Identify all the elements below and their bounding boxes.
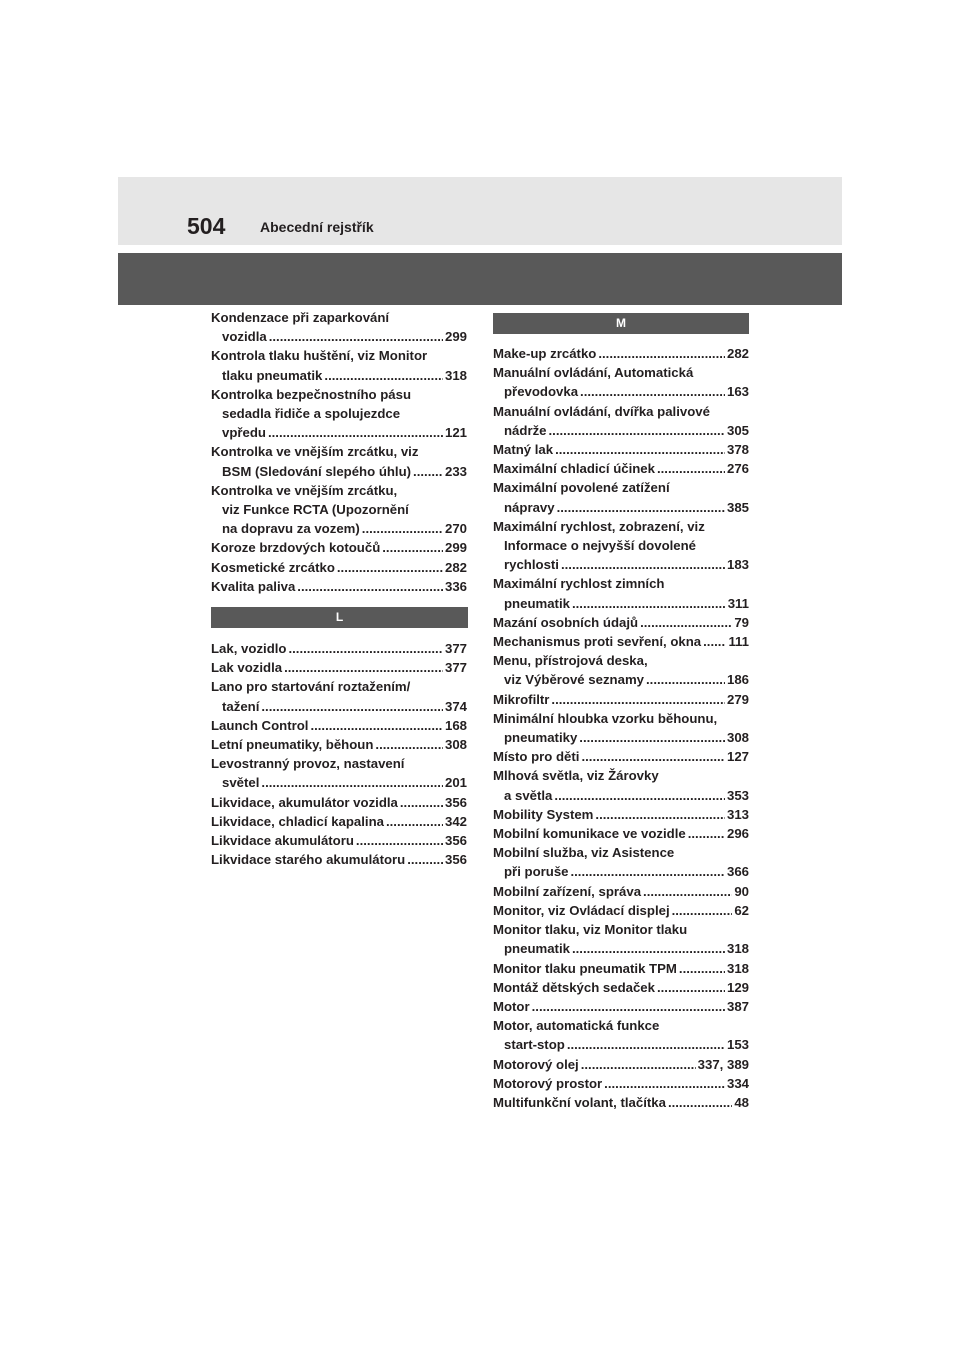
page-reference: 337, 389 <box>697 1056 749 1072</box>
index-entry <box>211 481 467 539</box>
dot-leader <box>356 831 443 850</box>
index-entry <box>493 690 749 709</box>
page-reference: 356 <box>444 852 467 868</box>
section-letter-m: M <box>493 313 749 334</box>
page-reference: 127 <box>726 749 749 765</box>
index-entry <box>493 402 749 440</box>
dot-leader <box>288 639 443 658</box>
dot-leader <box>679 959 725 978</box>
index-entry <box>211 558 467 577</box>
entry-text: Maximální povolené zatížení <box>493 480 670 496</box>
index-entry <box>493 959 749 978</box>
page-reference: 201 <box>444 775 467 791</box>
index-entry <box>493 1016 749 1054</box>
entry-text: pneumatiky <box>504 730 578 746</box>
index-entry <box>493 1093 749 1112</box>
entry-text: Kondenzace při zaparkování <box>211 310 390 325</box>
page-reference: 336 <box>444 578 467 594</box>
dot-leader <box>581 1055 696 1074</box>
entry-text: start-stop <box>504 1037 565 1053</box>
index-entry <box>493 1055 749 1074</box>
entry-text: Likvidace akumulátoru <box>211 833 354 849</box>
entry-text: Kvalita paliva <box>211 578 296 594</box>
entry-text: Letní pneumatiky, běhoun <box>211 737 374 753</box>
dot-leader <box>310 716 443 735</box>
entry-text: Maximální rychlost zimních <box>493 576 665 592</box>
dot-leader <box>400 793 443 812</box>
dot-leader <box>261 697 443 716</box>
header-dark-band <box>118 253 842 305</box>
page-reference: 299 <box>444 329 467 345</box>
entry-text: světel <box>222 775 260 791</box>
page-reference: 121 <box>444 425 467 441</box>
header-band <box>118 177 842 245</box>
entry-text: tažení <box>222 698 260 714</box>
dot-leader <box>375 735 443 754</box>
dot-leader <box>362 519 443 538</box>
index-column-left-l <box>211 639 467 869</box>
dot-leader <box>570 862 725 881</box>
dot-leader <box>297 577 443 596</box>
dot-leader <box>261 773 443 792</box>
index-entry <box>493 805 749 824</box>
entry-text: Matný lak <box>493 442 554 458</box>
entry-text: Manuální ovládání, Automatická <box>493 365 694 381</box>
page-reference: 62 <box>734 902 749 918</box>
index-entry <box>493 920 749 958</box>
entry-text: Montáž dětských sedaček <box>493 979 655 995</box>
entry-text: Menu, přístrojová deska, <box>493 653 648 669</box>
index-entry <box>493 997 749 1016</box>
index-entry <box>211 577 467 596</box>
entry-text: Maximální rychlost, zobrazení, viz <box>493 518 705 534</box>
page-reference: 356 <box>444 833 467 849</box>
index-entry <box>493 747 749 766</box>
index-entry <box>493 1074 749 1093</box>
entry-text: viz Výběrové seznamy <box>504 672 645 688</box>
page-reference: 48 <box>734 1094 749 1110</box>
dot-leader <box>657 978 725 997</box>
page-reference: 385 <box>726 499 749 515</box>
page-reference: 282 <box>726 346 749 361</box>
entry-text: Launch Control <box>211 717 309 733</box>
entry-text: Mobility System <box>493 806 594 822</box>
dot-leader <box>269 327 443 346</box>
page-reference: 334 <box>726 1075 749 1091</box>
dot-leader <box>407 850 443 869</box>
entry-text: Make-up zrcátko <box>493 346 597 361</box>
section-letter-l: L <box>211 607 468 628</box>
dot-leader <box>643 882 732 901</box>
index-entry <box>493 766 749 804</box>
entry-text: tlaku pneumatik <box>222 367 323 383</box>
page-reference: 377 <box>444 641 467 656</box>
page-reference: 79 <box>734 614 749 630</box>
entry-text: BSM (Sledování slepého úhlu) <box>222 463 412 479</box>
page-reference: 308 <box>444 737 467 753</box>
index-entry <box>211 658 467 677</box>
entry-text: Motorový olej <box>493 1056 579 1072</box>
index-entry <box>493 344 749 363</box>
page-reference: 305 <box>726 422 749 438</box>
page-reference: 377 <box>444 660 467 676</box>
running-title: Abecední rejstřík <box>260 219 374 235</box>
entry-text: Informace o nejvyšší dovolené <box>504 538 697 554</box>
entry-text: Lano pro startování roztažením/ <box>211 679 411 695</box>
entry-text: sedadla řidiče a spolujezdce <box>222 406 401 422</box>
index-column-right-m <box>493 344 749 1112</box>
entry-text: Monitor tlaku, viz Monitor tlaku <box>493 922 688 938</box>
dot-leader <box>284 658 443 677</box>
page-reference: 111 <box>728 634 749 650</box>
index-entry <box>493 824 749 843</box>
index-entry <box>493 709 749 747</box>
dot-leader <box>324 366 443 385</box>
entry-text: Maximální chladicí účinek <box>493 461 655 477</box>
page-reference: 233 <box>444 463 467 479</box>
entry-text: nádrže <box>504 422 547 438</box>
entry-text: Mlhová světla, viz Žárovky <box>493 768 659 784</box>
index-entry <box>211 793 467 812</box>
index-entry <box>211 385 467 443</box>
page-reference: 296 <box>726 826 749 842</box>
page-reference: 183 <box>726 557 749 573</box>
dot-leader <box>580 382 725 401</box>
page-number: 504 <box>187 213 226 239</box>
dot-leader <box>337 558 443 577</box>
entry-text: Mobilní zařízení, správa <box>493 883 642 899</box>
index-entry <box>493 517 749 575</box>
page-reference: 168 <box>444 717 467 733</box>
entry-text: Kosmetické zrcátko <box>211 559 335 575</box>
entry-text: Kontrolka ve vnějším zrcátku, viz <box>211 444 419 460</box>
entry-text: Kontrolka bezpečnostního pásu <box>211 386 412 402</box>
dot-leader <box>268 423 443 442</box>
entry-text: Motor <box>493 998 530 1014</box>
dot-leader <box>581 747 725 766</box>
dot-leader <box>386 812 443 831</box>
index-entry <box>211 308 467 346</box>
index-entry <box>493 574 749 612</box>
dot-leader <box>572 594 726 613</box>
page-reference: 318 <box>444 367 467 383</box>
page-reference: 129 <box>726 979 749 995</box>
page-reference: 163 <box>726 384 749 400</box>
index-entry <box>211 716 467 735</box>
page-reference: 90 <box>734 883 749 899</box>
entry-text: Koroze brzdových kotoučů <box>211 540 381 556</box>
entry-text: vpředu <box>222 425 266 441</box>
index-entry <box>493 651 749 689</box>
page-reference: 318 <box>726 941 749 957</box>
page-reference: 313 <box>726 806 749 822</box>
page-reference: 387 <box>726 998 749 1014</box>
index-entry <box>493 478 749 516</box>
dot-leader <box>554 786 725 805</box>
page-reference: 299 <box>444 540 467 556</box>
entry-text: Motor, automatická funkce <box>493 1018 660 1034</box>
page-reference: 282 <box>444 559 467 575</box>
index-column-left-k <box>211 308 467 596</box>
dot-leader <box>561 555 725 574</box>
dot-leader <box>532 997 725 1016</box>
dot-leader <box>555 440 725 459</box>
page-reference: 276 <box>726 461 749 477</box>
entry-text: Lak, vozidlo <box>211 641 287 656</box>
index-entry <box>211 754 467 792</box>
dot-leader <box>646 670 725 689</box>
dot-leader <box>567 1035 725 1054</box>
page-reference: 308 <box>726 730 749 746</box>
dot-leader <box>703 632 726 651</box>
index-entry <box>493 613 749 632</box>
entry-text: Lak vozidla <box>211 660 283 676</box>
page-reference: 374 <box>444 698 467 714</box>
index-entry <box>493 459 749 478</box>
page-reference: 153 <box>726 1037 749 1053</box>
entry-text: Likvidace, akumulátor vozidla <box>211 794 398 810</box>
index-entry <box>211 442 467 480</box>
index-entry <box>493 440 749 459</box>
dot-leader <box>595 805 725 824</box>
entry-text: Manuální ovládání, dvířka palivové <box>493 403 710 419</box>
entry-text: Mechanismus proti sevření, okna <box>493 634 702 650</box>
page-reference: 353 <box>726 787 749 803</box>
entry-text: Kontrolka ve vnějším zrcátku, <box>211 482 398 498</box>
page-reference: 270 <box>444 521 467 537</box>
dot-leader <box>579 728 725 747</box>
dot-leader <box>604 1074 725 1093</box>
entry-text: Multifunkční volant, tlačítka <box>493 1094 666 1110</box>
index-entry <box>211 346 467 384</box>
page-reference: 378 <box>726 442 749 458</box>
dot-leader <box>688 824 725 843</box>
entry-text: Místo pro děti <box>493 749 580 765</box>
dot-leader <box>668 1093 732 1112</box>
index-entry <box>493 882 749 901</box>
entry-text: Kontrola tlaku huštění, viz Monitor <box>211 348 428 364</box>
entry-text: Mikrofiltr <box>493 691 550 707</box>
entry-text: pneumatik <box>504 595 570 611</box>
index-entry <box>493 978 749 997</box>
entry-text: viz Funkce RCTA (Upozornění <box>222 502 409 518</box>
page-reference: 342 <box>444 813 467 829</box>
index-entry <box>493 901 749 920</box>
entry-text: rychlosti <box>504 557 559 573</box>
index-entry <box>211 677 467 715</box>
dot-leader <box>598 344 725 363</box>
index-entry <box>493 632 749 651</box>
entry-text: Mobilní služba, viz Asistence <box>493 845 675 861</box>
index-entry <box>211 538 467 557</box>
entry-text: Motorový prostor <box>493 1075 603 1091</box>
index-entry <box>211 812 467 831</box>
index-entry <box>211 639 467 658</box>
entry-text: a světla <box>504 787 553 803</box>
entry-text: pneumatik <box>504 941 570 957</box>
dot-leader <box>382 538 443 557</box>
entry-text: převodovka <box>504 384 579 400</box>
entry-text: Likvidace, chladicí kapalina <box>211 813 384 829</box>
page-reference: 318 <box>726 960 749 976</box>
entry-text: Levostranný provoz, nastavení <box>211 756 405 772</box>
page-reference: 356 <box>444 794 467 810</box>
index-entry <box>211 735 467 754</box>
page-reference: 279 <box>726 691 749 707</box>
dot-leader <box>640 613 732 632</box>
index-entry <box>211 831 467 850</box>
index-entry <box>493 843 749 881</box>
dot-leader <box>657 459 725 478</box>
page-reference: 311 <box>727 595 749 611</box>
entry-text: Monitor, viz Ovládací displej <box>493 902 670 918</box>
index-entry <box>493 363 749 401</box>
entry-text: nápravy <box>504 499 555 515</box>
dot-leader <box>672 901 733 920</box>
entry-text: Mazání osobních údajů <box>493 614 639 630</box>
entry-text: Minimální hloubka vzorku běhounu, <box>493 710 718 726</box>
page-reference: 186 <box>726 672 749 688</box>
dot-leader <box>557 498 725 517</box>
entry-text: při poruše <box>504 864 569 880</box>
entry-text: Monitor tlaku pneumatik TPM <box>493 960 677 976</box>
entry-text: Likvidace starého akumulátoru <box>211 852 406 868</box>
entry-text: vozidla <box>222 329 267 345</box>
dot-leader <box>549 421 725 440</box>
dot-leader <box>551 690 725 709</box>
entry-text: Mobilní komunikace ve vozidle <box>493 826 686 842</box>
entry-text: na dopravu za vozem) <box>222 521 360 537</box>
dot-leader <box>572 939 725 958</box>
dot-leader <box>413 462 443 481</box>
index-entry <box>211 850 467 869</box>
page-reference: 366 <box>726 864 749 880</box>
